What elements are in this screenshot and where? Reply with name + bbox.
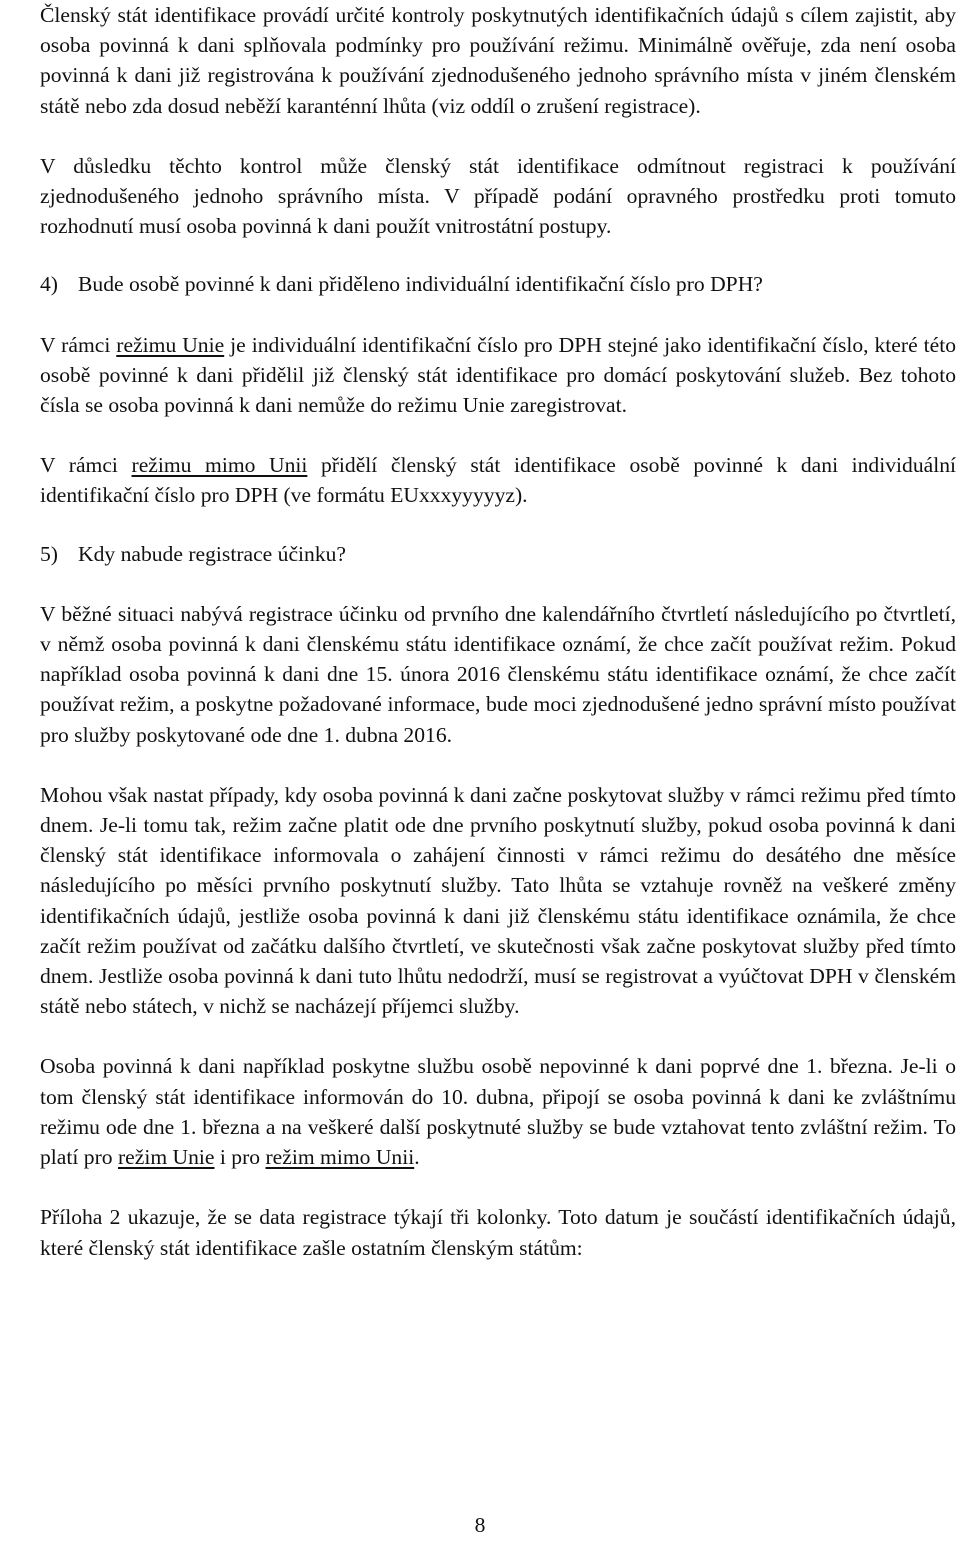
paragraph-union-scheme-vat-number xyxy=(40,330,956,421)
spacer xyxy=(40,1172,956,1202)
non-union-scheme-link[interactable]: režim mimo Unii xyxy=(265,1145,415,1170)
question-5 xyxy=(40,539,956,569)
text-segment: . xyxy=(414,1145,420,1170)
union-scheme-link[interactable]: režim Unie xyxy=(117,1145,215,1170)
non-union-scheme-link[interactable]: režimu mimo Unii xyxy=(131,453,308,478)
text-segment: Osoba povinná k dani například poskytne službu osobě nepovinné k dani poprvé dne 1. března. Je-li o tom členský stát identifikace informován do 10. dubna, připojí se osoba povinná k dani ke zvláštnímu režimu ode dne 1. března a na veškeré další poskytnuté služby se bude vztahovat tento zvláštní režim. To platí pro xyxy=(40,1054,956,1170)
text-segment: je individuální identifikační číslo pro DPH stejné jako identifikační číslo, které této osobě povinné k dani přidělil již členský stát identifikace pro domácí poskytování služeb. Bez tohoto čísla se osoba povinná k dani nemůže do režimu Unie zaregistrovat. xyxy=(40,332,957,418)
text-segment: i pro xyxy=(214,1145,266,1170)
spacer xyxy=(40,569,956,599)
question-text: Bude osobě povinné k dani přiděleno individuální identifikační číslo pro DPH? xyxy=(78,272,763,297)
spacer xyxy=(40,121,956,151)
question-text: Kdy nabude registrace účinku? xyxy=(78,541,347,566)
spacer xyxy=(40,1021,956,1051)
spacer xyxy=(40,300,956,330)
spacer xyxy=(40,511,956,539)
spacer xyxy=(40,750,956,780)
spacer xyxy=(40,420,956,450)
question-4 xyxy=(40,269,956,299)
question-number: 5) xyxy=(40,541,58,566)
text-segment: přidělí členský stát identifikace osobě povinné k dani individuální identifikační číslo pro DPH (ve formátu EUxxxyyyyyz). xyxy=(40,453,956,508)
text-segment: V rámci xyxy=(40,453,132,478)
paragraph-registration-refusal: V důsledku těchto kontrol může členský stát identifikace odmítnout registraci k používání zjednodušeného jednoho správního místa. V případě podání opravného prostředku proti tomuto rozhodnutí musí osoba povinná k dani použít vnitrostátní postupy. xyxy=(40,153,956,239)
paragraph-early-supply-cases: Mohou však nastat případy, kdy osoba povinná k dani začne poskytovat služby v rámci režimu před tímto dnem. Je-li tomu tak, režim začne platit ode dne prvního poskytnutí služby, pokud osoba povinná k dani členský stát identifikace informovala o zahájení činnosti v rámci režimu do desátého dne měsíce následujícího po měsíci prvního poskytnutí služby. Tato lhůta se vztahuje rovněž na veškeré změny identifikačních údajů, jestliže osoba povinná k dani již členskému státu identifikace oznámila, že chce začít režim používat od začátku dalšího čtvrtletí, ve skutečnosti však začne poskytovat služby před tímto dnem. Jestliže osoba povinná k dani tuto lhůtu nedodrží, musí se registrovat a vyúčtovat DPH v členském státě nebo státech, v nichž se nacházejí příjemci služby. xyxy=(40,782,956,1019)
paragraph-registration-effect: V běžné situaci nabývá registrace účinku od prvního dne kalendářního čtvrtletí následujícího po čtvrtletí, v němž osoba povinná k dani členskému státu identifikace oznámí, že chce začít používat režim. Pokud například osoba povinná k dani dne 15. února 2016 členskému státu identifikace oznámí, že chce začít používat režim, a poskytne požadované informace, bude moci zjednodušené jedno správní místo používat pro služby poskytované ode dne 1. dubna 2016. xyxy=(40,601,956,747)
paragraph-non-union-scheme-vat-number xyxy=(40,450,956,510)
text-segment: V rámci xyxy=(40,332,117,357)
paragraph-example-march xyxy=(40,1051,956,1172)
paragraph-annex-2: Příloha 2 ukazuje, že se data registrace týkají tři kolonky. Toto datum je součástí identifikačních údajů, které členský stát identifikace zašle ostatním členským státům: xyxy=(40,1205,956,1260)
page-number: 8 xyxy=(474,1513,486,1537)
document-page xyxy=(40,0,956,1263)
spacer xyxy=(40,241,956,269)
question-number: 4) xyxy=(40,272,58,297)
union-scheme-link[interactable]: režimu Unie xyxy=(116,332,225,357)
paragraph-identification-checks: Členský stát identifikace provádí určité kontroly poskytnutých identifikačních údajů s cílem zajistit, aby osoba povinná k dani splňovala podmínky pro používání režimu. Minimálně ověřuje, zda není osoba povinná k dani již registrována k používání zjednodušeného jednoho správního místa v jiném členském státě nebo zda dosud neběží karanténní lhůta (viz oddíl o zrušení registrace). xyxy=(40,3,956,118)
